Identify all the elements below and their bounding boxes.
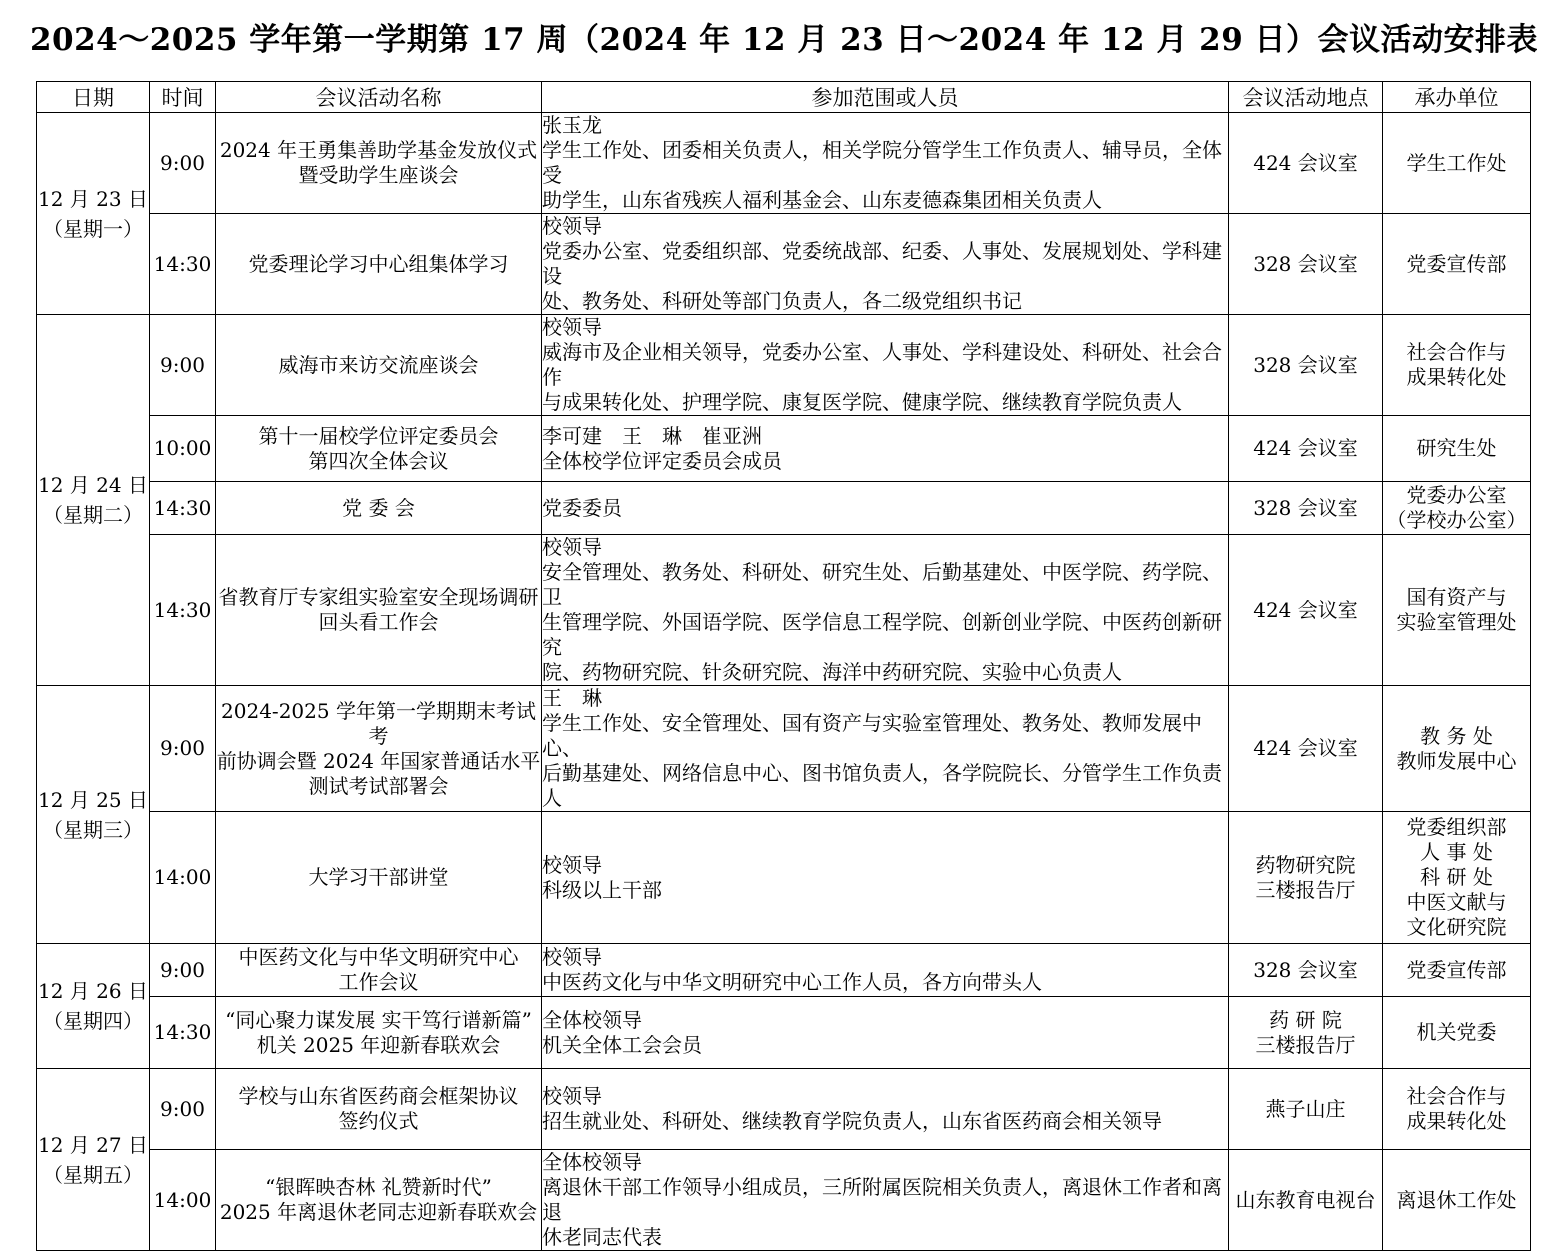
event-name-cell-line: 党委理论学习中心组集体学习	[248, 251, 509, 276]
participants-cell	[542, 1150, 1229, 1251]
event-name-cell	[216, 686, 542, 812]
event-name-cell-line: 前协调会暨 2024 年国家普通话水平	[216, 748, 541, 773]
participants-cell-line: 校领导	[542, 1084, 602, 1108]
location-cell-line: 328 会议室	[1253, 495, 1358, 520]
location-cell	[1229, 944, 1383, 997]
organizer-cell-line: 科 研 处	[1420, 865, 1493, 889]
header-row	[37, 82, 1531, 113]
organizer-cell	[1383, 1069, 1531, 1150]
table-row	[37, 315, 1531, 416]
organizer-cell	[1383, 214, 1531, 315]
participants-cell	[542, 535, 1229, 686]
event-name-cell-line: 威海市来访交流座谈会	[278, 352, 479, 377]
location-cell-line: 328 会议室	[1253, 957, 1358, 982]
participants-cell-line: 党委委员	[542, 495, 622, 520]
table-row	[37, 482, 1531, 535]
header-participants: 参加范围或人员	[542, 82, 1229, 113]
table-row	[37, 997, 1531, 1069]
organizer-cell-line: 党委宣传部	[1406, 251, 1507, 276]
event-name-cell	[216, 812, 542, 944]
participants-cell-line: 与成果转化处、护理学院、康复医学院、健康学院、继续教育学院负责人	[542, 390, 1182, 414]
location-cell-line: 328 会议室	[1253, 352, 1358, 377]
schedule-table	[36, 81, 1531, 1251]
event-name-cell	[216, 944, 542, 997]
event-name-cell-line: 2024-2025 学年第一学期期末考试考	[221, 698, 536, 748]
time-cell: 9:00	[150, 944, 216, 997]
organizer-cell-line: 党委宣传部	[1406, 957, 1507, 982]
date-label: 12 月 27 日	[38, 1132, 148, 1157]
organizer-cell-line: 党委组织部	[1406, 815, 1507, 839]
participants-cell	[542, 997, 1229, 1069]
organizer-cell	[1383, 113, 1531, 214]
weekday-label: （星期四）	[43, 1009, 143, 1033]
event-name-cell	[216, 997, 542, 1069]
table-row	[37, 535, 1531, 686]
organizer-cell	[1383, 416, 1531, 482]
location-cell-line: 424 会议室	[1253, 736, 1358, 760]
participants-cell-line: 离退休干部工作领导小组成员，三所附属医院相关负责人，离退休工作者和离退	[542, 1175, 1222, 1224]
participants-cell-line: 校领导	[542, 945, 602, 969]
header-time: 时间	[150, 82, 216, 113]
location-cell	[1229, 315, 1383, 416]
event-name-cell-line: “银晖映杏林 礼赞新时代”	[265, 1175, 492, 1199]
location-cell	[1229, 1069, 1383, 1150]
event-name-cell-line: 党 委 会	[342, 495, 415, 520]
date-cell	[37, 315, 150, 686]
participants-cell-line: 威海市及企业相关领导，党委办公室、人事处、学科建设处、科研处、社会合作	[542, 340, 1222, 389]
organizer-cell-line: 离退休工作处	[1396, 1187, 1517, 1212]
date-cell	[37, 1069, 150, 1251]
organizer-cell	[1383, 482, 1531, 535]
weekday-label: （星期五）	[43, 1162, 143, 1187]
event-name-cell-line: 签约仪式	[338, 1109, 419, 1133]
time-cell: 9:00	[150, 686, 216, 812]
participants-cell-line: 党委办公室、党委组织部、党委统战部、纪委、人事处、发展规划处、学科建设	[542, 239, 1222, 288]
event-name-cell-line: 省教育厅专家组实验室安全现场调研	[218, 585, 539, 609]
date-cell	[37, 944, 150, 1069]
event-name-cell	[216, 113, 542, 214]
organizer-cell-line: （学校办公室）	[1386, 508, 1527, 532]
organizer-cell-line: 中医文献与	[1406, 890, 1507, 914]
table-row	[37, 1150, 1531, 1251]
event-name-cell-line: 大学习干部讲堂	[308, 865, 449, 889]
location-cell	[1229, 686, 1383, 812]
location-cell	[1229, 214, 1383, 315]
table-row	[37, 686, 1531, 812]
event-name-cell-line: 中医药文化与中华文明研究中心	[238, 945, 519, 969]
organizer-cell-line: 国有资产与	[1406, 585, 1507, 609]
organizer-cell	[1383, 535, 1531, 686]
time-cell: 9:00	[150, 113, 216, 214]
time-cell: 9:00	[150, 315, 216, 416]
header-organizer: 承办单位	[1383, 82, 1531, 113]
participants-cell-line: 后勤基建处、网络信息中心、图书馆负责人，各学院院长、分管学生工作负责人	[542, 761, 1222, 810]
date-label: 12 月 25 日	[38, 787, 148, 812]
organizer-cell-line: 学生工作处	[1406, 150, 1507, 175]
participants-cell-line: 招生就业处、科研处、继续教育学院负责人，山东省医药商会相关领导	[542, 1109, 1162, 1133]
schedule-body	[37, 113, 1531, 1251]
table-row	[37, 113, 1531, 214]
table-row	[37, 214, 1531, 315]
location-cell	[1229, 812, 1383, 944]
event-name-cell-line: 2024 年王勇集善助学基金发放仪式	[219, 138, 538, 162]
date-label: 12 月 23 日	[38, 186, 148, 211]
location-cell-line: 三楼报告厅	[1255, 1032, 1356, 1057]
time-cell: 14:30	[150, 997, 216, 1069]
participants-cell-line: 李可建 王 琳 崔亚洲	[542, 423, 762, 448]
date-label: 12 月 26 日	[38, 979, 148, 1003]
event-name-cell-line: 回头看工作会	[318, 610, 439, 634]
organizer-cell	[1383, 997, 1531, 1069]
participants-cell	[542, 944, 1229, 997]
date-cell	[37, 113, 150, 315]
organizer-cell	[1383, 1150, 1531, 1251]
event-name-cell-line: 工作会议	[338, 970, 419, 994]
participants-cell-line: 助学生，山东省残疾人福利基金会、山东麦德森集团相关负责人	[542, 188, 1102, 212]
event-name-cell-line: 学校与山东省医药商会框架协议	[238, 1084, 519, 1108]
weekday-label: （星期三）	[43, 817, 143, 842]
event-name-cell	[216, 416, 542, 482]
location-cell-line: 燕子山庄	[1265, 1096, 1346, 1121]
organizer-cell-line: 社会合作与	[1406, 340, 1507, 364]
weekday-label: （星期一）	[43, 216, 143, 241]
participants-cell-line: 校领导	[542, 535, 602, 559]
location-cell	[1229, 113, 1383, 214]
event-name-cell-line: “同心聚力谋发展 实干笃行谱新篇”	[225, 1007, 532, 1032]
participants-cell-line: 安全管理处、教务处、科研处、研究生处、后勤基建处、中医学院、药学院、卫	[542, 560, 1222, 609]
participants-cell	[542, 416, 1229, 482]
organizer-cell-line: 人 事 处	[1420, 840, 1493, 864]
time-cell: 14:30	[150, 535, 216, 686]
date-label: 12 月 24 日	[38, 473, 148, 497]
location-cell-line: 424 会议室	[1253, 150, 1358, 175]
event-name-cell-line: 测试考试部署会	[308, 773, 449, 798]
header-name: 会议活动名称	[216, 82, 542, 113]
organizer-cell-line: 教师发展中心	[1396, 748, 1517, 773]
location-cell	[1229, 1150, 1383, 1251]
time-cell: 9:00	[150, 1069, 216, 1150]
organizer-cell-line: 社会合作与	[1406, 1084, 1507, 1108]
participants-cell-line: 学生工作处、安全管理处、国有资产与实验室管理处、教务处、教师发展中心、	[542, 711, 1202, 760]
table-row	[37, 812, 1531, 944]
time-cell: 14:30	[150, 482, 216, 535]
table-row	[37, 944, 1531, 997]
organizer-cell	[1383, 315, 1531, 416]
organizer-cell-line: 机关党委	[1416, 1020, 1497, 1044]
participants-cell-line: 休老同志代表	[542, 1225, 662, 1249]
location-cell	[1229, 997, 1383, 1069]
participants-cell-line: 中医药文化与中华文明研究中心工作人员，各方向带头人	[542, 970, 1042, 994]
participants-cell-line: 处、教务处、科研处等部门负责人，各二级党组织书记	[542, 289, 1022, 313]
organizer-cell	[1383, 686, 1531, 812]
header-date: 日期	[37, 82, 150, 113]
organizer-cell	[1383, 812, 1531, 944]
time-cell: 14:00	[150, 812, 216, 944]
participants-cell-line: 校领导	[542, 315, 602, 339]
participants-cell-line: 全体校领导	[542, 1007, 642, 1032]
event-name-cell	[216, 482, 542, 535]
event-name-cell	[216, 214, 542, 315]
event-name-cell	[216, 1150, 542, 1251]
organizer-cell-line: 教 务 处	[1420, 723, 1493, 748]
table-row	[37, 416, 1531, 482]
organizer-cell-line: 研究生处	[1416, 436, 1497, 460]
date-cell	[37, 686, 150, 944]
time-cell: 14:30	[150, 214, 216, 315]
participants-cell	[542, 1069, 1229, 1150]
participants-cell-line: 全体校领导	[542, 1150, 642, 1174]
location-cell-line: 328 会议室	[1253, 251, 1358, 276]
organizer-cell-line: 文化研究院	[1406, 915, 1507, 939]
participants-cell	[542, 113, 1229, 214]
location-cell-line: 424 会议室	[1253, 436, 1358, 460]
participants-cell-line: 王 琳	[542, 686, 602, 710]
event-name-cell-line: 第四次全体会议	[308, 448, 449, 473]
table-row	[37, 1069, 1531, 1150]
organizer-cell-line: 成果转化处	[1406, 1109, 1507, 1133]
event-name-cell-line: 机关 2025 年迎新春联欢会	[256, 1032, 501, 1057]
event-name-cell	[216, 315, 542, 416]
header-location: 会议活动地点	[1229, 82, 1383, 113]
location-cell-line: 山东教育电视台	[1235, 1187, 1376, 1212]
participants-cell-line: 科级以上干部	[542, 877, 662, 902]
participants-cell-line: 生管理学院、外国语学院、医学信息工程学院、创新创业学院、中医药创新研究	[542, 610, 1222, 659]
location-cell-line: 药物研究院	[1255, 852, 1356, 877]
event-name-cell-line: 2025 年离退休老同志迎新春联欢会	[219, 1200, 538, 1224]
event-name-cell-line: 暨受助学生座谈会	[298, 163, 459, 187]
organizer-cell	[1383, 944, 1531, 997]
participants-cell-line: 院、药物研究院、针灸研究院、海洋中药研究院、实验中心负责人	[542, 660, 1122, 684]
page-title: 2024～2025 学年第一学期第 17 周（2024 年 12 月 23 日～2024 年 12 月 29 日）会议活动安排表	[29, 22, 1539, 58]
time-cell: 14:00	[150, 1150, 216, 1251]
organizer-cell-line: 实验室管理处	[1396, 610, 1517, 634]
participants-cell	[542, 686, 1229, 812]
location-cell	[1229, 416, 1383, 482]
location-cell-line: 424 会议室	[1253, 597, 1358, 622]
participants-cell-line: 机关全体工会会员	[542, 1032, 702, 1057]
weekday-label: （星期二）	[43, 503, 143, 527]
location-cell-line: 药 研 院	[1269, 1007, 1342, 1032]
participants-cell-line: 张玉龙	[542, 113, 602, 137]
location-cell	[1229, 482, 1383, 535]
participants-cell-line: 学生工作处、团委相关负责人，相关学院分管学生工作负责人、辅导员，全体受	[542, 138, 1222, 187]
participants-cell	[542, 812, 1229, 944]
participants-cell	[542, 214, 1229, 315]
organizer-cell-line: 成果转化处	[1406, 365, 1507, 389]
participants-cell	[542, 482, 1229, 535]
location-cell-line: 三楼报告厅	[1255, 877, 1356, 902]
participants-cell-line: 全体校学位评定委员会成员	[542, 448, 782, 473]
event-name-cell	[216, 1069, 542, 1150]
organizer-cell-line: 党委办公室	[1406, 483, 1507, 507]
event-name-cell-line: 第十一届校学位评定委员会	[258, 423, 499, 448]
participants-cell	[542, 315, 1229, 416]
event-name-cell	[216, 535, 542, 686]
participants-cell-line: 校领导	[542, 852, 602, 877]
time-cell: 10:00	[150, 416, 216, 482]
participants-cell-line: 校领导	[542, 214, 602, 238]
location-cell	[1229, 535, 1383, 686]
